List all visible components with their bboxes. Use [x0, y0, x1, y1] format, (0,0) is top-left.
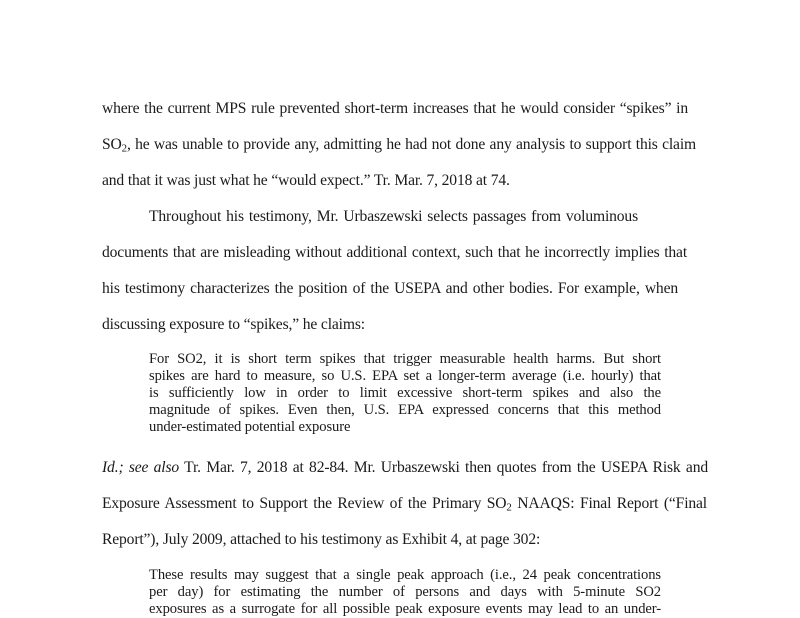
paragraph-line: Throughout his testimony, Mr. Urbaszewski selects passages from voluminous: [149, 208, 638, 225]
paragraph-line: [102, 136, 696, 154]
paragraph-line: Report”), July 2009, attached to his testimony as Exhibit 4, at page 302:: [102, 531, 541, 548]
paragraph-line: documents that are misleading without additional context, such that he incorrectly implies that: [102, 244, 687, 261]
block-quote-line: magnitude of spikes. Even then, U.S. EPA expressed concerns that this method: [149, 402, 661, 418]
block-quote-line: For SO2, it is short term spikes that trigger measurable health harms. But short: [149, 351, 661, 367]
block-quote-line: under-estimated potential exposure: [149, 419, 351, 435]
paragraph-line: [102, 459, 708, 477]
paragraph-line: and that it was just what he “would expect.” Tr. Mar. 7, 2018 at 74.: [102, 172, 510, 189]
text-span: SO: [102, 136, 122, 153]
block-quote-line: spikes are hard to measure, so U.S. EPA set a longer-term average (i.e. hourly) that: [149, 368, 661, 384]
block-quote-line: per day) for estimating the number of persons and days with 5-minute SO2: [149, 584, 661, 600]
block-quote-line: These results may suggest that a single peak approach (i.e., 24 peak concentrations: [149, 567, 661, 583]
text-span: NAAQS: Final Report (“Final: [511, 495, 707, 512]
text-span: Tr. Mar. 7, 2018 at 82-84. Mr. Urbaszewski then quotes from the USEPA Risk and: [179, 459, 708, 476]
block-quote-line: exposures as a surrogate for all possible peak exposure events may lead to an under-: [149, 601, 661, 617]
text-span: Exposure Assessment to Support the Review of the Primary SO: [102, 495, 507, 512]
subscript: 2: [506, 501, 512, 514]
citation-signal: Id.; see also: [102, 459, 180, 476]
text-span: , he was unable to provide any, admitting he had not done any analysis to support this claim: [126, 136, 696, 153]
paragraph-line: his testimony characterizes the position of the USEPA and other bodies. For example, when: [102, 280, 678, 297]
paragraph-line: [102, 495, 707, 513]
paragraph-line: discussing exposure to “spikes,” he claims:: [102, 316, 365, 333]
block-quote-line: is sufficiently low in order to limit excessive short-term spikes and also the: [149, 385, 661, 401]
paragraph-line: where the current MPS rule prevented short-term increases that he would consider “spikes” in: [102, 100, 688, 117]
subscript: 2: [121, 142, 127, 155]
